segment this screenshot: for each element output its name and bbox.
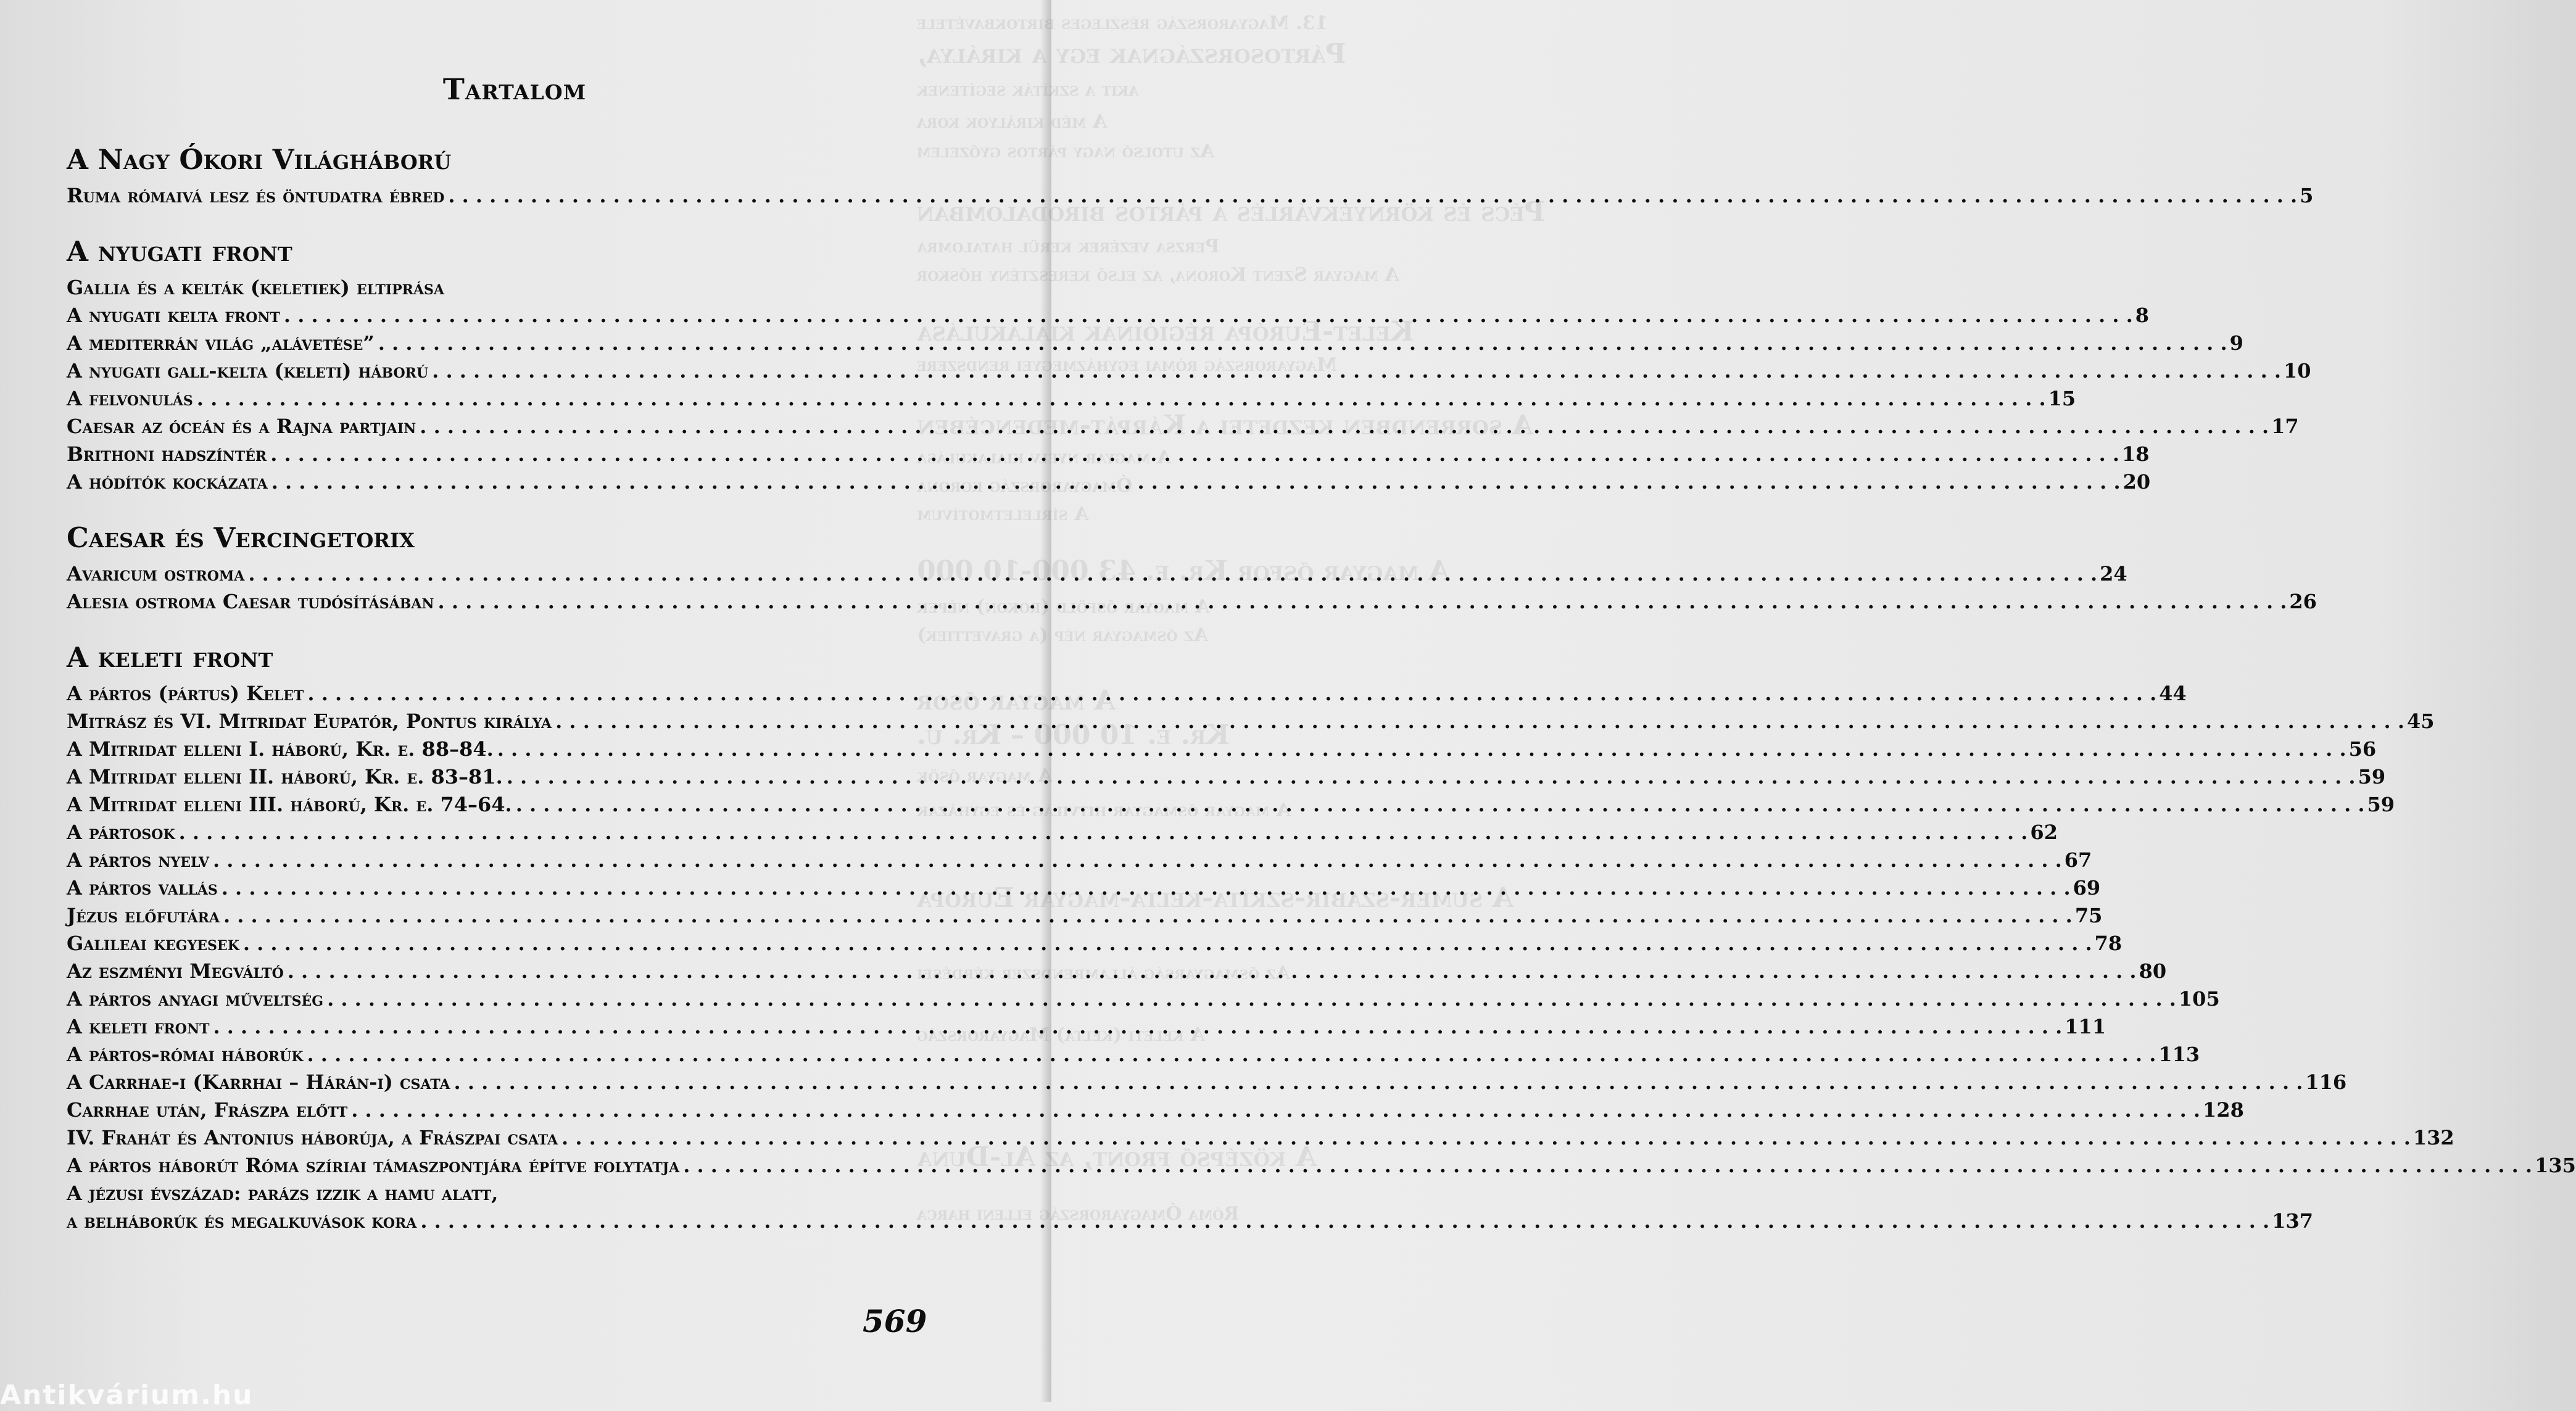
toc-entry: [67, 735, 2377, 763]
dot-leader: [516, 791, 2365, 819]
toc-entry: [67, 819, 2058, 846]
dot-leader: [683, 1152, 2532, 1180]
entry-page: 75: [2074, 904, 2103, 927]
dot-leader: [213, 1013, 2062, 1041]
entry-title: a belháborúk és megalkuvások kora: [67, 1209, 417, 1233]
entry-title: Carrhae után, Frászpa előtt: [67, 1098, 348, 1122]
section-heading: A nyugati front: [67, 235, 292, 268]
dot-leader: [448, 182, 2297, 210]
toc-entry: [67, 902, 2103, 930]
entry-page: 15: [2048, 387, 2076, 410]
entry-title: A Carrhae-i (Karrhai – Hárán-i) csata: [67, 1070, 450, 1094]
dot-leader: [432, 357, 2281, 385]
entry-page: 62: [2030, 821, 2058, 844]
toc-entry: [67, 874, 2101, 902]
entry-page: 105: [2178, 987, 2220, 1011]
entry-title: A jézusi évszázad: parázs izzik a hamu alatt,: [67, 1181, 499, 1205]
entry-title: Jézus előfutára: [67, 904, 220, 927]
entry-title: A keleti front: [67, 1015, 210, 1038]
dot-leader: [288, 958, 2137, 985]
entry-page: 69: [2073, 876, 2101, 900]
toc-entry: [67, 958, 2167, 985]
dot-leader: [270, 441, 2119, 468]
entry-title: IV. Frahát és Antonius háborúja, a Frászpai csata: [67, 1126, 558, 1149]
entry-title: A pártos háborút Róma szíriai támaszpontjára építve folytatja: [67, 1154, 680, 1177]
toc-entry: [67, 468, 2151, 496]
entry-title: A pártos nyelv: [67, 848, 209, 872]
dot-leader: [271, 468, 2121, 496]
entry-page: 18: [2122, 442, 2150, 466]
dot-leader: [327, 985, 2176, 1013]
dot-leader: [497, 735, 2346, 763]
entry-title: Caesar az óceán és a Rajna partjain: [67, 415, 416, 438]
toc-entry: [67, 413, 2299, 441]
entry-page: 45: [2406, 710, 2435, 733]
toc-entry: [67, 680, 2187, 708]
toc-entry: [67, 930, 2123, 958]
toc-entry: [67, 385, 2076, 413]
entry-title: A nyugati gall-kelta (keleti) háború: [67, 359, 429, 383]
entry-title: Galileai kegyesek: [67, 932, 239, 955]
toc-entry: [67, 985, 2220, 1013]
entry-page: 17: [2271, 415, 2299, 438]
page-title: Tartalom: [442, 73, 587, 107]
entry-title: A pártos-római háborúk: [67, 1043, 304, 1066]
toc-section: [67, 640, 2576, 1235]
section-heading: A keleti front: [67, 641, 273, 674]
entry-page: 26: [2289, 590, 2317, 613]
toc-section: [67, 143, 2314, 210]
dot-leader: [555, 708, 2404, 735]
entry-title: A pártosok: [67, 821, 175, 844]
toc-entry: [67, 846, 2092, 874]
entry-page: 59: [2367, 793, 2395, 816]
entry-page: 135: [2535, 1154, 2576, 1177]
toc-entry: [67, 1013, 2106, 1041]
dot-leader: [454, 1069, 2303, 1096]
entry-page: 111: [2065, 1015, 2106, 1038]
entry-page: 24: [2100, 562, 2127, 586]
entry-page: 113: [2158, 1043, 2200, 1066]
entry-title: A Mitridat elleni III. háború, Kr. e. 74–64.: [67, 793, 512, 816]
entry-page: 44: [2159, 682, 2187, 705]
entry-page: 10: [2283, 359, 2311, 383]
entry-page: 9: [2229, 331, 2243, 355]
entry-page: 5: [2300, 184, 2314, 207]
toc-entry: [67, 357, 2311, 385]
dot-leader: [223, 902, 2073, 930]
entry-title: A Mitridat elleni I. háború, Kr. e. 88–84.: [67, 737, 494, 761]
toc-section: [67, 521, 2317, 616]
dot-leader: [179, 819, 2028, 846]
entry-title: A mediterrán világ „alávetése”: [67, 331, 375, 355]
dot-leader: [243, 930, 2092, 958]
toc-entry: [67, 560, 2127, 588]
entry-page: 132: [2412, 1126, 2454, 1149]
toc-entry: [67, 182, 2314, 210]
entry-title: Alesia ostroma Caesar tudósításában: [67, 590, 434, 613]
dot-leader: [420, 413, 2269, 441]
toc-entry: [67, 329, 2243, 357]
toc-entry: [67, 1152, 2576, 1180]
entry-title: Mitrász és VI. Mitridat Eupatór, Pontus királya: [67, 710, 552, 733]
entry-title: A pártos anyagi műveltség: [67, 987, 324, 1011]
entry-page: 20: [2123, 470, 2151, 494]
entry-page: 116: [2305, 1070, 2347, 1094]
watermark: Antikvárium.hu: [0, 1380, 254, 1411]
dot-leader: [420, 1207, 2269, 1235]
toc-entry: [67, 441, 2150, 468]
entry-title: Az eszményi Megváltó: [67, 959, 284, 983]
entry-title: A nyugati kelta front: [67, 304, 280, 327]
entry-title: Brithoni hadszíntér: [67, 442, 267, 466]
entry-title: A felvonulás: [67, 387, 193, 410]
entry-title: A Mitridat elleni II. háború, Kr. e. 83–81.: [67, 765, 503, 788]
dot-leader: [284, 302, 2133, 329]
entry-page: 59: [2358, 765, 2386, 788]
toc-entry: [67, 274, 907, 302]
entry-page: 67: [2064, 848, 2092, 872]
toc-entry: [67, 1096, 2244, 1124]
entry-title: A pártos (pártus) Kelet: [67, 682, 304, 705]
toc-entry: [67, 763, 2386, 791]
entry-page: 128: [2203, 1098, 2244, 1122]
dot-leader: [248, 560, 2097, 588]
toc-section: [67, 234, 2311, 496]
entry-page: 56: [2348, 737, 2377, 761]
dot-leader: [438, 588, 2287, 616]
toc-entry: [67, 588, 2317, 616]
entry-title: A hódítók kockázata: [67, 470, 268, 494]
entry-title: A pártos vallás: [67, 876, 218, 900]
entry-page: 137: [2272, 1209, 2313, 1233]
dot-leader: [507, 763, 2356, 791]
toc-entry: [67, 791, 2395, 819]
entry-page: 80: [2139, 959, 2167, 983]
dot-leader: [378, 329, 2227, 357]
dot-leader: [307, 680, 2156, 708]
section-heading: A Nagy Ókori Világháború: [67, 143, 452, 176]
entry-title: Avaricum ostroma: [67, 562, 245, 586]
entry-title: Ruma rómaivá lesz és öntudatra ébred: [67, 184, 445, 207]
toc-entry: [67, 1069, 2347, 1096]
toc-entry: [67, 1124, 2454, 1152]
dot-leader: [351, 1096, 2200, 1124]
toc-entry: [67, 1041, 2200, 1069]
dot-leader: [213, 846, 2062, 874]
toc-entry: [67, 302, 2150, 329]
dot-leader: [307, 1041, 2156, 1069]
section-heading: Caesar és Vercingetorix: [67, 521, 415, 554]
toc-entry: [67, 1180, 907, 1207]
dot-leader: [222, 874, 2071, 902]
dot-leader: [561, 1124, 2411, 1152]
entry-page: 78: [2094, 932, 2123, 955]
entry-title: Gallia és a kelták (keletiek) eltiprása: [67, 276, 444, 299]
page-number: 569: [863, 1303, 927, 1339]
toc-entry: [67, 1207, 2313, 1235]
dot-leader: [197, 385, 2046, 413]
toc-entry: [67, 708, 2435, 735]
entry-page: 8: [2135, 304, 2150, 327]
bleed-through-text: 13. Magyarország részleges birtokbavétele Pártosországnak egy a királya, akit a szkíták segítenek A méd királyok kora Az utolsó nagy pártos győzelem Pécs és környékvárlés a pártos birodalomban Perzsa vezérek kerül hatalomra A magyar Szent Korona, az első keresztény hőskor Kelet-Európa régióinak kialakulása Magyarország római egyházmegyei rendszere A sorrendben kezdetei a Kárpát-medencében A magyar nyelv kialakulása Ómagyarország korona A sírleletmotívum A magyar ősfor Kr. e. 43 000-10 000 A magyar ősföld (rokon) népek Az ősmagyar nép (a gravettiek) A magyar ősor Kr. e. 10 000 – Kr. u. A magyar ősök A magyar ősmagyar hitvilág és egyházak A sumer-szabir-szkíta-kelta-magyar Európa Az ősmagyarság államrendszer kérdései A keleti (kelta) Magyarország A középső front, az Al-Duna Róma Ómagyarország elleni harca: [917, 12, 1546, 1225]
